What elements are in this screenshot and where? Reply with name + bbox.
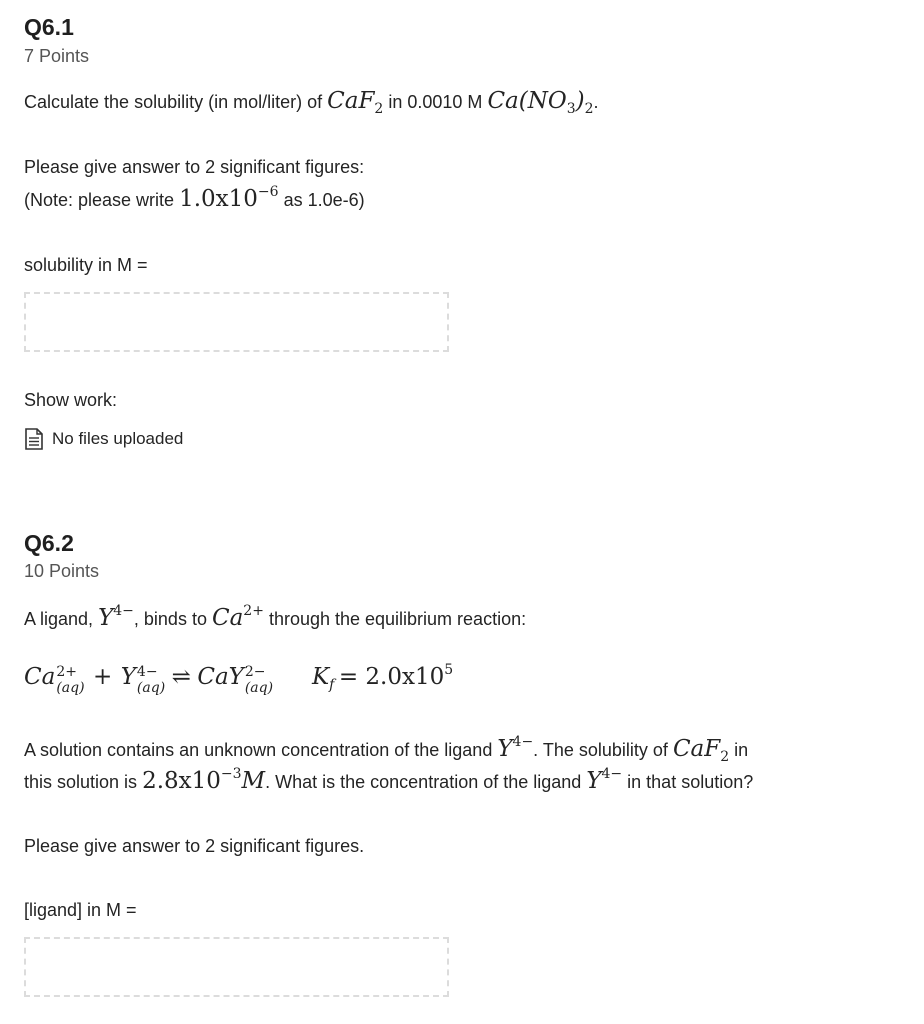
q2-para-l2-suffix: in that solution? [627,772,754,792]
q2-para-l1-suffix: in [734,740,749,760]
eq-cay-supsub: 2− (aq) [244,663,274,696]
eq-y-supsub: 4− (aq) [136,663,166,696]
q2-intro-suffix: through the equilibrium reaction: [268,609,527,629]
document-icon [24,428,44,450]
q2-ligand: $Y^{4-}$ [98,603,134,631]
q2-para-ligand: $Y^{4-}$ [497,734,534,762]
q1-compound-cano3: $Ca(NO_3)_2$ [487,88,594,117]
eq-ca-supsub: 2+ (aq) [56,663,85,696]
q1-answer-input[interactable] [24,292,449,352]
q1-question-prefix: Calculate the solubility (in mol/liter) of [24,92,323,112]
q1-title: Q6.1 [24,14,74,40]
q1-compound-caf2: CaF$_2$ [327,88,384,117]
q2-answer-label: [ligand] in M = [24,900,137,920]
q2-para-l1-mid: . The solubility of [533,740,668,760]
q2-para-l1-prefix: A solution contains an unknown concentration of the ligand [24,740,493,760]
q2-para-line1 [24,734,748,765]
q2-para-l2-prefix: this solution is [24,772,138,792]
q1-period: . [593,92,599,112]
q1-question [24,88,599,117]
q1-note-math: $1.0x10^{-6}$ [179,184,279,212]
eq-kf-value: = $2.0x10^5$ [338,662,454,690]
q2-para-ligand-2: $Y^{4-}$ [586,766,623,794]
q1-work-label: Show work: [24,390,118,410]
q2-para-line2 [24,766,753,794]
eq-plus: + [93,664,113,690]
eq-y: Y [120,664,136,690]
q1-note [24,184,365,212]
q2-title: Q6.2 [24,530,74,556]
q2-points: 10 Points [24,561,100,581]
q1-note-prefix: (Note: please write [24,190,175,210]
q1-points: 7 Points [24,46,90,66]
eq-kf: $K_f$ [311,664,335,693]
q2-intro-mid: , binds to [133,609,207,629]
eq-cay: CaY [197,664,244,690]
q1-answer-label: solubility in M = [24,255,148,275]
q2-para-l2-mid: . What is the concentration of the ligand [265,772,582,792]
q2-sigfig: Please give answer to 2 significant figures. [24,836,365,856]
q2-para-caf2: CaF$_2$ [672,736,730,765]
q2-intro [24,603,526,631]
q2-intro-prefix: A ligand, [24,609,94,629]
q2-answer-input[interactable] [24,937,449,997]
q1-sigfig: Please give answer to 2 significant figures: [24,157,365,177]
q2-ion: $Ca^{2+}$ [211,603,264,631]
q2-sol-value: $2.8x10^{-3}M$ [142,766,266,794]
q1-question-mid: in 0.0010 M [388,92,483,112]
q1-note-suffix: as 1.0e-6) [283,190,365,210]
eq-ca: Ca [24,664,56,690]
q1-files [24,428,183,450]
eq-arrow: ⇌ [171,664,191,690]
q2-equation [24,662,453,695]
files-status: No files uploaded [52,429,184,448]
